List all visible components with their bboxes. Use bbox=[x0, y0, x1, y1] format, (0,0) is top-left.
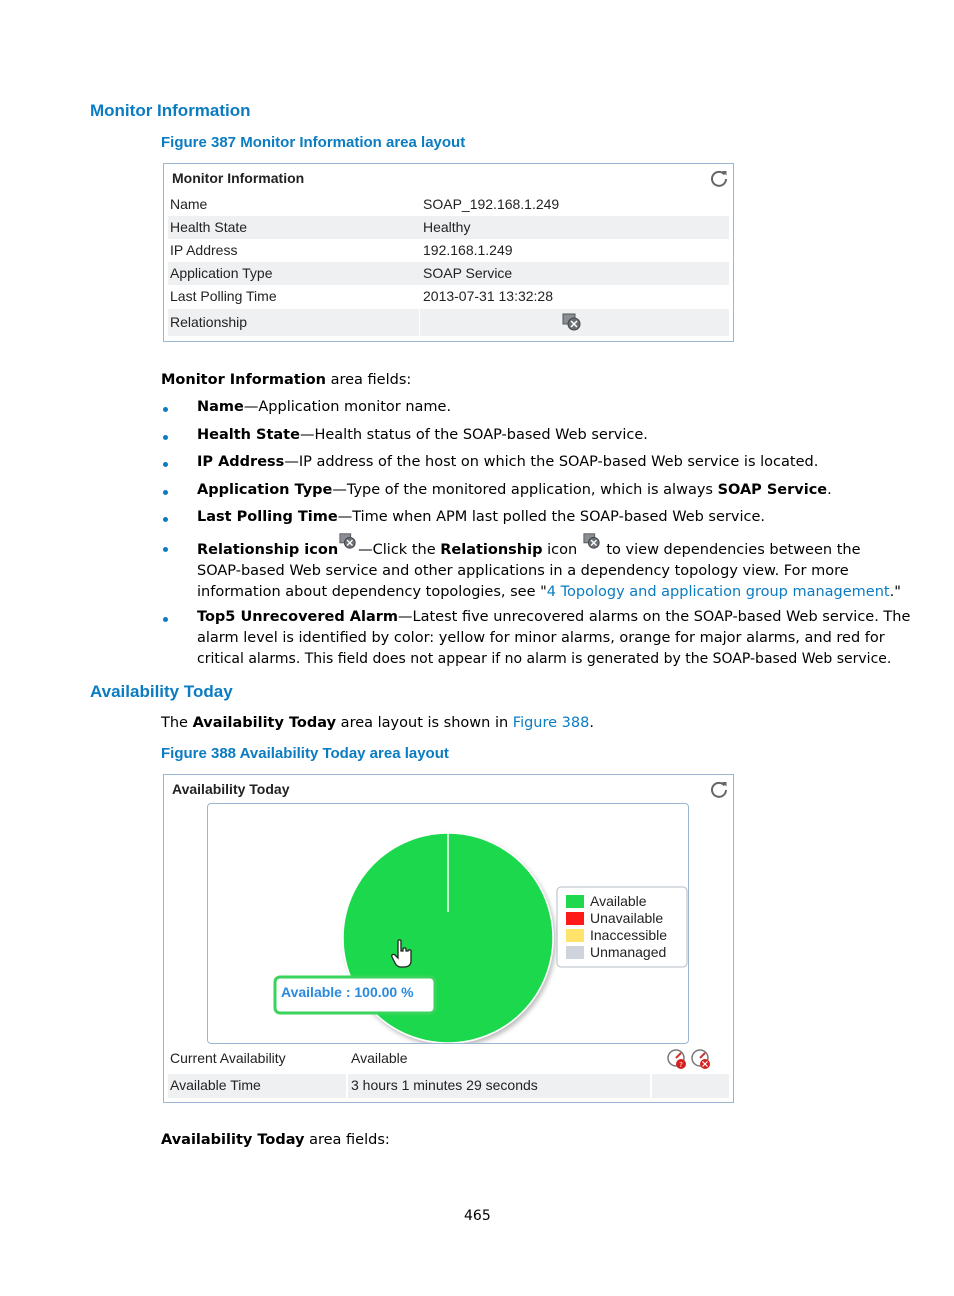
row-label: Application Type bbox=[170, 265, 273, 281]
legend-swatch-unavailable bbox=[566, 912, 584, 925]
list-item-text: —Time when APM last polled the SOAP-based Web service. bbox=[337, 509, 765, 525]
row-label: Current Availability bbox=[170, 1050, 286, 1066]
info-row-last-polling-time bbox=[168, 285, 729, 308]
figure-388-link[interactable]: Figure 388 bbox=[512, 715, 590, 731]
fields-intro-2 bbox=[161, 1130, 390, 1151]
row-label: Health State bbox=[170, 219, 248, 235]
legend-label-available: Available bbox=[590, 893, 647, 909]
list-item-term: Name bbox=[197, 399, 244, 415]
row-value: 2013-07-31 13:32:28 bbox=[423, 288, 553, 304]
legend-label-inaccessible: Inaccessible bbox=[590, 927, 668, 943]
info-row-ip-address bbox=[168, 239, 729, 262]
list-item-line: critical alarms. This field does not appear if no alarm is generated by the SOAP-based Web service. bbox=[197, 651, 892, 667]
intro-bold: Availability Today bbox=[192, 715, 337, 731]
fields-intro bbox=[161, 370, 411, 391]
bullet-dot bbox=[163, 517, 168, 522]
topology-link[interactable]: 4 Topology and application group management bbox=[546, 584, 890, 600]
list-item-term: Top5 Unrecovered Alarm bbox=[197, 609, 399, 625]
availability-today-panel bbox=[163, 774, 734, 1103]
legend-swatch-inaccessible bbox=[566, 929, 584, 942]
availability-intro bbox=[161, 713, 594, 734]
row-label: Last Polling Time bbox=[170, 288, 277, 304]
refresh-icon[interactable] bbox=[709, 168, 729, 188]
row-label: IP Address bbox=[170, 242, 238, 258]
row-value: SOAP_192.168.1.249 bbox=[423, 196, 560, 212]
row-value: Available bbox=[351, 1050, 408, 1066]
list-item bbox=[197, 452, 867, 473]
svg-text:?: ? bbox=[679, 1061, 683, 1069]
legend-swatch-available bbox=[566, 895, 584, 908]
list-item bbox=[197, 397, 867, 418]
list-item-line: ." bbox=[889, 584, 901, 600]
list-item-line: SOAP-based Web service and other applications in a dependency topology view. For more bbox=[197, 563, 849, 579]
list-item bbox=[197, 507, 867, 528]
legend-label-unavailable: Unavailable bbox=[590, 910, 664, 926]
row-value: 3 hours 1 minutes 29 seconds bbox=[351, 1077, 538, 1093]
list-item-text: —Application monitor name. bbox=[243, 399, 452, 415]
bullet-dot bbox=[163, 617, 168, 622]
relationship-icon[interactable] bbox=[561, 312, 583, 332]
section-heading-availability-today: Availability Today bbox=[90, 682, 233, 701]
figure-388-caption: Figure 388 Availability Today area layout bbox=[161, 745, 449, 762]
legend-label-unmanaged: Unmanaged bbox=[590, 944, 667, 960]
bullet-dot bbox=[163, 547, 168, 552]
bullet-dot bbox=[163, 435, 168, 440]
monitor-information-panel bbox=[163, 163, 734, 342]
list-item-text: —Health status of the SOAP-based Web service. bbox=[299, 427, 648, 443]
list-item-term-2: SOAP Service bbox=[717, 482, 828, 498]
row-label: Name bbox=[170, 196, 208, 212]
refresh-icon[interactable] bbox=[709, 779, 729, 799]
list-item-top5 bbox=[197, 607, 911, 670]
bullet-dot bbox=[163, 490, 168, 495]
info-row-name bbox=[168, 193, 729, 216]
row-label: Relationship bbox=[170, 314, 248, 330]
list-item-term: Application Type bbox=[197, 482, 333, 498]
intro-text-2: area layout is shown in bbox=[336, 715, 513, 731]
list-item-text: —Type of the monitored application, which is always bbox=[332, 482, 718, 498]
list-item-relationship bbox=[197, 537, 901, 603]
pie-tooltip: Available : 100.00 % bbox=[281, 984, 414, 1000]
availability-row-current bbox=[168, 1047, 729, 1071]
fields-intro-rest: area fields: bbox=[326, 372, 412, 388]
panel-title: Availability Today bbox=[172, 781, 290, 797]
list-item-line: information about dependency topologies, see " bbox=[197, 584, 547, 600]
list-item-text-3: to view dependencies between the bbox=[601, 542, 861, 558]
page-number: 465 bbox=[464, 1208, 491, 1224]
list-item-text-2: . bbox=[827, 482, 832, 498]
bullet-dot bbox=[163, 407, 168, 412]
list-item-line: alarm level is identified by color: yellow for minor alarms, orange for major alarms, and red for bbox=[197, 630, 885, 646]
row-value: Healthy bbox=[423, 219, 471, 235]
alarm-gauge-icon[interactable] bbox=[666, 1048, 688, 1070]
legend-swatch-unmanaged bbox=[566, 946, 584, 959]
availability-pie-chart bbox=[208, 804, 688, 1043]
bullet-dot bbox=[163, 462, 168, 467]
list-item-term-2: Relationship bbox=[440, 542, 543, 558]
list-item-term: IP Address bbox=[197, 454, 285, 470]
alarm-gauge-cancel-icon[interactable] bbox=[690, 1048, 712, 1070]
list-item bbox=[197, 425, 867, 446]
list-item-term: Health State bbox=[197, 427, 300, 443]
hand-cursor-icon bbox=[391, 939, 413, 969]
row-value: 192.168.1.249 bbox=[423, 242, 513, 258]
intro-text-3: . bbox=[589, 715, 594, 731]
list-item bbox=[197, 480, 867, 501]
relationship-icon bbox=[338, 532, 358, 550]
list-item-term: Last Polling Time bbox=[197, 509, 338, 525]
list-item-text-2: icon bbox=[542, 542, 582, 558]
panel-title: Monitor Information bbox=[172, 170, 305, 186]
section-heading-monitor-information: Monitor Information bbox=[90, 101, 251, 120]
chart-frame bbox=[207, 803, 689, 1044]
intro-text: The bbox=[161, 715, 193, 731]
fields-intro-rest: area fields: bbox=[304, 1132, 390, 1148]
row-label: Available Time bbox=[170, 1077, 261, 1093]
info-row-relationship bbox=[168, 309, 729, 336]
row-value: SOAP Service bbox=[423, 265, 513, 281]
figure-387-caption: Figure 387 Monitor Information area layout bbox=[161, 134, 466, 151]
list-item-term: Relationship icon bbox=[197, 542, 339, 558]
fields-intro-bold: Monitor Information bbox=[161, 372, 326, 388]
relationship-icon bbox=[582, 532, 602, 550]
fields-intro-bold: Availability Today bbox=[161, 1132, 305, 1148]
info-row-health-state bbox=[168, 216, 729, 239]
list-item-text: —IP address of the host on which the SOAP-based Web service is located. bbox=[284, 454, 819, 470]
availability-row-time bbox=[168, 1074, 729, 1098]
list-item-text: —Click the bbox=[358, 542, 441, 558]
list-item-text: —Latest five unrecovered alarms on the SOAP-based Web service. The bbox=[398, 609, 911, 625]
info-row-application-type bbox=[168, 262, 729, 285]
